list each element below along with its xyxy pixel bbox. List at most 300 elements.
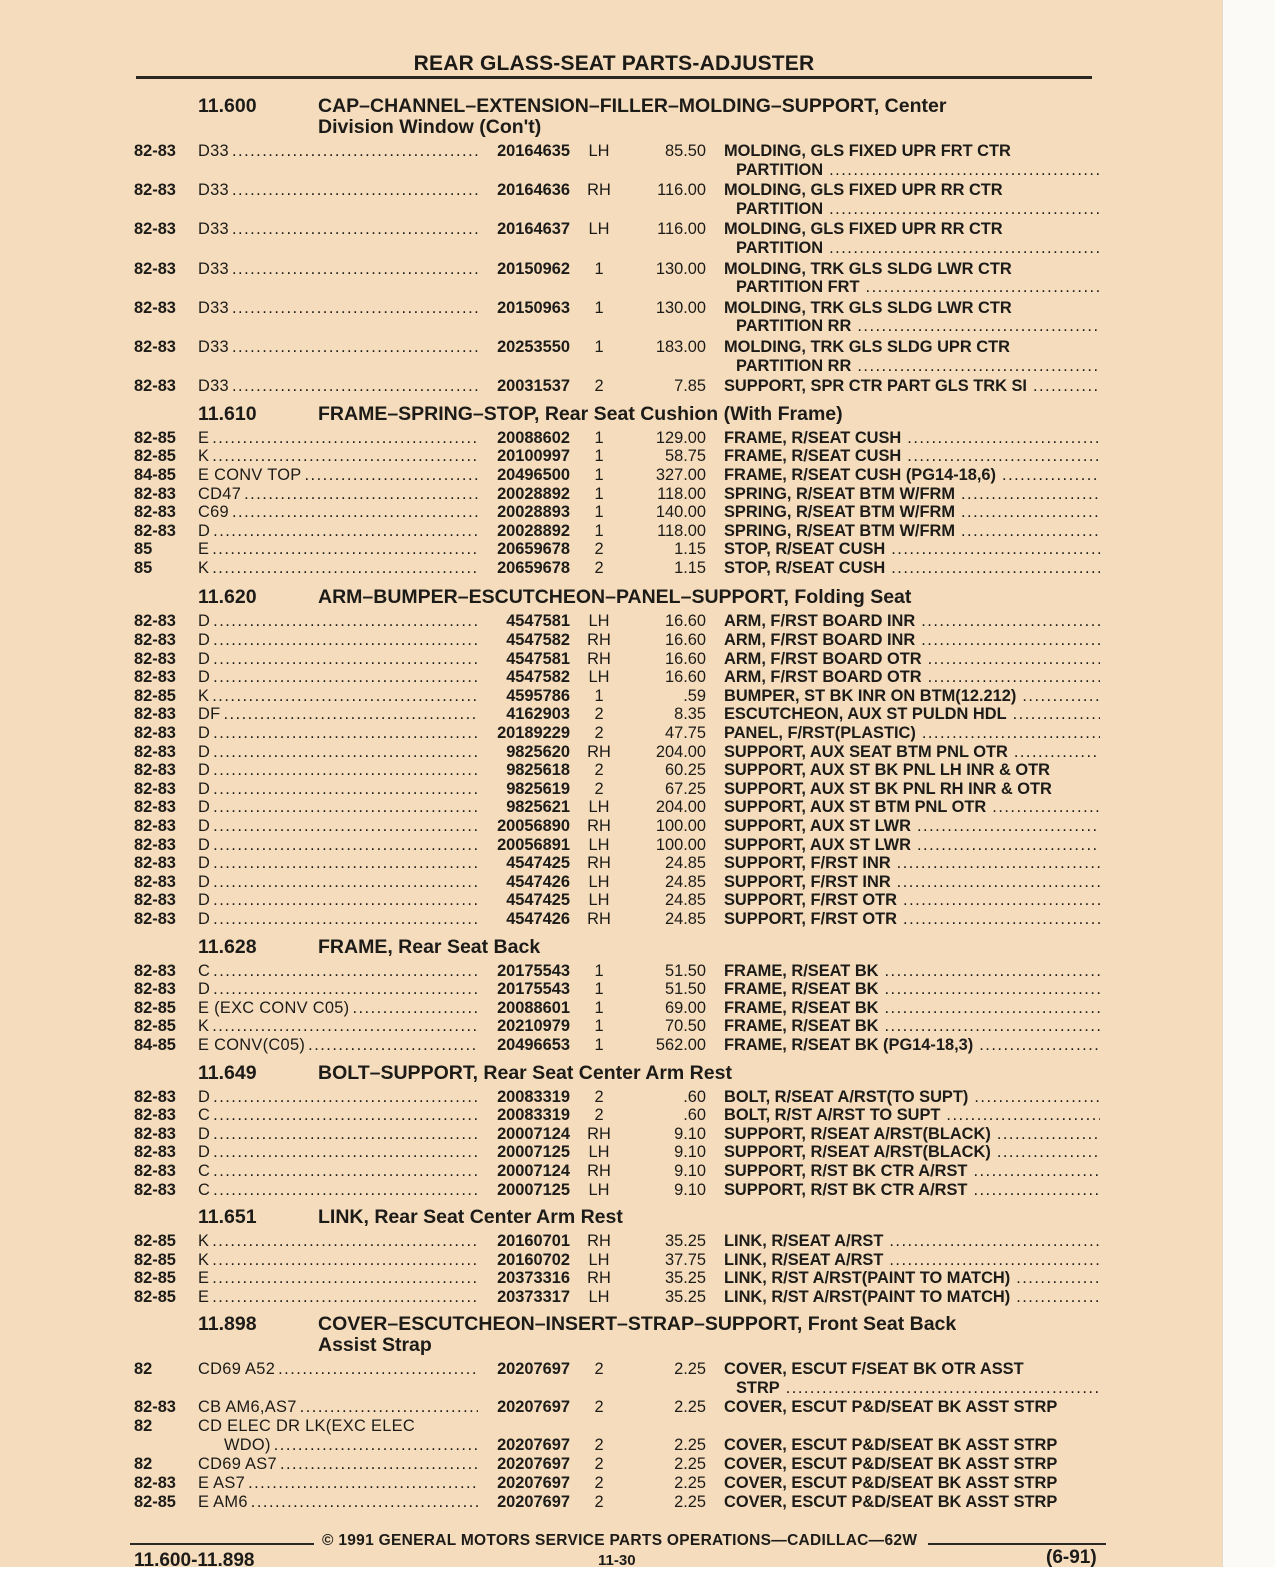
group-heading bbox=[134, 404, 1100, 425]
part-number: 4547426 bbox=[506, 872, 570, 891]
leader-dots bbox=[210, 873, 478, 892]
part-row bbox=[134, 705, 1100, 724]
part-row bbox=[134, 687, 1100, 706]
description-line bbox=[724, 854, 1100, 873]
description-text: BOLT, R/ST A/RST TO SUPT bbox=[724, 1106, 941, 1125]
model-years: 82-83 bbox=[134, 612, 176, 631]
quantity: RH bbox=[587, 649, 611, 668]
description-text: LINK, R/SEAT A/RST bbox=[724, 1250, 884, 1269]
table-row bbox=[134, 485, 1100, 504]
part-row bbox=[134, 338, 1100, 375]
part-number: 20056890 bbox=[497, 817, 570, 835]
price: 130.00 bbox=[655, 259, 706, 278]
description-text: SUPPORT, R/SEAT A/RST(BLACK) bbox=[724, 1124, 991, 1143]
group-heading bbox=[134, 1314, 1100, 1356]
description-text: FRAME, R/SEAT BK bbox=[724, 1017, 879, 1036]
part-number: 20175543 bbox=[497, 961, 570, 980]
description bbox=[706, 559, 1100, 578]
model-years: 82-83 bbox=[134, 1398, 176, 1417]
leader-dots bbox=[210, 1162, 478, 1181]
description-line-continued bbox=[724, 278, 1100, 297]
quantity: LH bbox=[588, 1250, 610, 1269]
leader-dots bbox=[891, 873, 1100, 892]
group-title-continued: Division Window (Con't) bbox=[318, 116, 542, 138]
table-row bbox=[134, 522, 1100, 541]
description-line bbox=[724, 181, 1100, 200]
table-row bbox=[134, 1106, 1100, 1125]
group-title-block bbox=[318, 96, 1100, 138]
model-code: D bbox=[198, 612, 211, 631]
model-code: C bbox=[198, 961, 211, 980]
model-cell bbox=[198, 724, 478, 743]
description-line bbox=[724, 1436, 1100, 1455]
table-row bbox=[134, 1162, 1100, 1181]
quantity: 1 bbox=[594, 298, 604, 317]
model-code: E AM6 bbox=[198, 1493, 248, 1512]
part-number: 20207697 bbox=[497, 1360, 570, 1379]
quantity: 1 bbox=[594, 1017, 604, 1036]
description-line bbox=[724, 466, 1100, 485]
table-row bbox=[134, 612, 1100, 631]
leader-dots bbox=[955, 485, 1100, 504]
quantity bbox=[570, 1417, 628, 1436]
table-row bbox=[134, 891, 1100, 910]
model-years: 84-85 bbox=[134, 465, 176, 484]
model-code: D bbox=[198, 980, 211, 999]
quantity: RH bbox=[587, 817, 611, 835]
price: 69.00 bbox=[664, 998, 706, 1017]
part-row bbox=[134, 999, 1100, 1018]
model-years: 82-83 bbox=[134, 1180, 176, 1199]
quantity: LH bbox=[588, 668, 610, 687]
model-years: 82-83 bbox=[134, 1143, 176, 1162]
description-line bbox=[724, 220, 1100, 239]
group-number: 11.600 bbox=[198, 95, 257, 117]
description-line bbox=[724, 1181, 1100, 1200]
group-number: 11.620 bbox=[198, 586, 257, 609]
part-row bbox=[134, 1398, 1100, 1417]
table-row bbox=[134, 1398, 1100, 1417]
price: 9.10 bbox=[674, 1180, 706, 1199]
model-years: 82-83 bbox=[134, 1161, 176, 1180]
description bbox=[706, 798, 1100, 817]
description-line bbox=[724, 631, 1100, 650]
description bbox=[706, 1162, 1100, 1181]
price: 2.25 bbox=[674, 1474, 706, 1493]
description-line bbox=[724, 1288, 1100, 1307]
model-years: 85 bbox=[134, 558, 153, 577]
part-row bbox=[134, 650, 1100, 669]
model-code: CD69 A52 bbox=[198, 1360, 276, 1379]
description bbox=[706, 466, 1100, 485]
model-years: 82-85 bbox=[134, 1269, 176, 1288]
model-cell bbox=[198, 1181, 478, 1200]
leader-dots bbox=[210, 962, 478, 981]
model-code: C bbox=[198, 1161, 211, 1180]
model-cell bbox=[198, 1125, 478, 1144]
table-row bbox=[134, 181, 1100, 218]
leader-dots bbox=[209, 1288, 478, 1307]
leader-dots bbox=[229, 220, 478, 257]
table-row bbox=[134, 817, 1100, 836]
description-text: COVER, ESCUT F/SEAT BK OTR ASST bbox=[724, 1360, 1024, 1379]
price: 140.00 bbox=[655, 503, 706, 522]
table-row bbox=[134, 1269, 1100, 1288]
description bbox=[706, 1088, 1100, 1107]
model-cell bbox=[198, 220, 478, 257]
description-line bbox=[724, 1493, 1100, 1512]
part-number: 20100997 bbox=[497, 447, 570, 466]
description-text: SUPPORT, R/ST BK CTR A/RST bbox=[724, 1161, 968, 1180]
leader-dots bbox=[916, 724, 1100, 743]
table-row bbox=[134, 798, 1100, 817]
leader-dots bbox=[229, 299, 478, 336]
description-text: LINK, R/SEAT A/RST bbox=[724, 1232, 884, 1251]
part-number bbox=[478, 1417, 570, 1436]
model-years: 82-83 bbox=[134, 503, 176, 522]
model-cell bbox=[198, 1398, 478, 1417]
leader-dots bbox=[879, 999, 1101, 1018]
parts-group bbox=[134, 96, 1100, 396]
price: 47.75 bbox=[664, 724, 706, 743]
model-code: D bbox=[198, 779, 211, 798]
leader-dots bbox=[229, 181, 478, 218]
description-line bbox=[724, 142, 1100, 161]
part-row bbox=[134, 1181, 1100, 1200]
leader-dots bbox=[210, 836, 478, 855]
table-row bbox=[134, 1017, 1100, 1036]
description-line bbox=[724, 724, 1100, 743]
description bbox=[706, 612, 1100, 631]
footer-rule-left bbox=[130, 1543, 314, 1545]
group-title: FRAME, Rear Seat Back bbox=[318, 935, 541, 958]
description bbox=[706, 631, 1100, 650]
model-cell bbox=[198, 854, 478, 873]
model-cell bbox=[198, 377, 478, 396]
price: 16.60 bbox=[664, 668, 706, 687]
leader-dots bbox=[210, 612, 478, 631]
table-row bbox=[134, 299, 1100, 336]
price: 116.00 bbox=[657, 220, 706, 239]
description-line bbox=[724, 836, 1100, 855]
description bbox=[706, 1232, 1100, 1251]
leader-dots bbox=[879, 1017, 1101, 1036]
model-cell bbox=[198, 540, 478, 559]
part-row bbox=[134, 299, 1100, 336]
model-years: 82-83 bbox=[134, 724, 176, 743]
model-years: 82-83 bbox=[134, 980, 176, 999]
leader-dots bbox=[210, 650, 478, 669]
description-text: MOLDING, GLS FIXED UPR RR CTR bbox=[724, 220, 1003, 239]
description-text: SUPPORT, AUX SEAT BTM PNL OTR bbox=[724, 742, 1008, 761]
model-years: 82 bbox=[134, 1360, 153, 1379]
leader-dots bbox=[209, 540, 478, 559]
leader-dots bbox=[210, 1143, 478, 1162]
model-cell bbox=[198, 1251, 478, 1270]
part-row bbox=[134, 429, 1100, 448]
part-row bbox=[134, 1232, 1100, 1251]
description-line bbox=[724, 485, 1100, 504]
part-row bbox=[134, 631, 1100, 650]
leader-dots bbox=[305, 1036, 478, 1055]
leader-dots bbox=[210, 891, 478, 910]
model-cell bbox=[198, 260, 478, 297]
model-years: 85 bbox=[134, 540, 153, 559]
description-line-continued bbox=[724, 200, 1100, 219]
price: .59 bbox=[683, 686, 706, 705]
part-number: 20007125 bbox=[497, 1180, 570, 1199]
description-line-continued bbox=[724, 317, 1100, 336]
leader-dots bbox=[210, 1125, 478, 1144]
description bbox=[706, 447, 1100, 466]
model-years: 82-85 bbox=[134, 447, 176, 466]
description-text: FRAME, R/SEAT BK (PG14-18,3) bbox=[724, 1035, 974, 1054]
footer-group-range: 11.600-11.898 bbox=[134, 1550, 255, 1571]
model-cell bbox=[198, 1106, 478, 1125]
leader-dots bbox=[277, 1455, 478, 1474]
description-line bbox=[724, 559, 1100, 578]
description bbox=[706, 503, 1100, 522]
price: 24.85 bbox=[664, 854, 706, 873]
part-number: 20496500 bbox=[497, 465, 570, 484]
description bbox=[706, 910, 1100, 929]
leader-dots bbox=[210, 910, 478, 929]
price: 204.00 bbox=[655, 798, 706, 817]
model-years: 82-83 bbox=[134, 259, 176, 278]
group-title: COVER–ESCUTCHEON–INSERT–STRAP–SUPPORT, Front Seat Back bbox=[318, 1313, 957, 1336]
price: 100.00 bbox=[655, 817, 706, 835]
model-cell bbox=[198, 485, 478, 504]
description-text: ARM, F/RST BOARD OTR bbox=[724, 649, 922, 668]
model-years: 82-83 bbox=[134, 1087, 176, 1106]
price: 327.00 bbox=[655, 465, 706, 484]
group-number: 11.651 bbox=[198, 1206, 257, 1229]
leader-dots bbox=[885, 540, 1100, 559]
part-number: 9825621 bbox=[506, 798, 570, 817]
table-row bbox=[134, 910, 1100, 929]
table-row bbox=[134, 466, 1100, 485]
model-years: 82-85 bbox=[134, 686, 176, 705]
description-text: MOLDING, TRK GLS SLDG LWR CTR bbox=[724, 259, 1012, 278]
price: 24.85 bbox=[664, 891, 706, 910]
description-line bbox=[724, 1360, 1100, 1379]
model-code: CD ELEC DR LK(EXC ELEC bbox=[198, 1417, 416, 1436]
description bbox=[706, 668, 1100, 687]
price: 183.00 bbox=[655, 337, 706, 356]
leader-dots bbox=[1008, 743, 1100, 762]
model-cell bbox=[198, 836, 478, 855]
model-years: 82-83 bbox=[134, 142, 176, 160]
part-row bbox=[134, 1360, 1100, 1397]
description-text: COVER, ESCUT P&D/SEAT BK ASST STRP bbox=[724, 1435, 1058, 1454]
part-row bbox=[134, 1143, 1100, 1162]
part-row bbox=[134, 854, 1100, 873]
page-title: REAR GLASS-SEAT PARTS-ADJUSTER bbox=[413, 52, 815, 75]
model-code: D bbox=[198, 649, 211, 668]
leader-dots bbox=[879, 980, 1101, 999]
table-row bbox=[134, 220, 1100, 257]
description-text-continued: PARTITION RR bbox=[736, 356, 852, 375]
quantity: LH bbox=[588, 612, 610, 631]
part-row bbox=[134, 522, 1100, 541]
description bbox=[706, 724, 1100, 743]
description-line bbox=[724, 687, 1100, 706]
description bbox=[706, 836, 1100, 855]
model-code: D bbox=[198, 891, 211, 910]
leader-dots bbox=[210, 1088, 478, 1107]
group-heading bbox=[134, 96, 1100, 138]
description-text: FRAME, R/SEAT BK bbox=[724, 961, 879, 980]
table-row bbox=[134, 873, 1100, 892]
model-years: 82-85 bbox=[134, 1232, 176, 1251]
model-cell bbox=[198, 668, 478, 687]
description bbox=[706, 220, 1100, 257]
model-years: 84-85 bbox=[134, 1035, 176, 1054]
price: 2.25 bbox=[674, 1398, 706, 1417]
description-line bbox=[724, 873, 1100, 892]
parts-group bbox=[134, 1207, 1100, 1306]
model-years: 82-83 bbox=[134, 1124, 176, 1143]
leader-dots bbox=[210, 780, 478, 799]
price: 2.25 bbox=[674, 1454, 706, 1473]
description-text: FRAME, R/SEAT CUSH bbox=[724, 447, 902, 466]
description-text: ARM, F/RST BOARD OTR bbox=[724, 668, 922, 687]
part-row bbox=[134, 142, 1100, 179]
model-cell bbox=[198, 1455, 478, 1474]
leader-dots bbox=[210, 743, 478, 762]
description-line bbox=[724, 798, 1100, 817]
description bbox=[706, 1493, 1100, 1512]
footer-date: (6-91) bbox=[1046, 1547, 1097, 1568]
quantity: 1 bbox=[594, 465, 604, 484]
group-title-block bbox=[318, 1063, 1100, 1084]
leader-dots bbox=[996, 466, 1100, 485]
table-row bbox=[134, 743, 1100, 762]
model-years: 82-83 bbox=[134, 854, 176, 873]
leader-dots bbox=[220, 705, 478, 724]
model-cell bbox=[198, 798, 478, 817]
part-row bbox=[134, 1455, 1100, 1474]
part-number: 4547581 bbox=[506, 649, 570, 668]
part-row bbox=[134, 485, 1100, 504]
leader-dots bbox=[922, 650, 1100, 669]
table-row bbox=[134, 429, 1100, 448]
description-line bbox=[724, 891, 1100, 910]
part-number: 4162903 bbox=[506, 705, 570, 724]
leader-dots bbox=[901, 447, 1100, 466]
model-years: 82-83 bbox=[134, 705, 176, 724]
part-number: 20028892 bbox=[497, 521, 570, 540]
description-line bbox=[724, 1162, 1100, 1181]
parts-group bbox=[134, 404, 1100, 578]
leader-dots bbox=[915, 612, 1100, 631]
description bbox=[706, 780, 1100, 799]
description-text: ESCUTCHEON, AUX ST PULDN HDL bbox=[724, 705, 1007, 724]
description bbox=[706, 1436, 1100, 1455]
description bbox=[706, 1455, 1100, 1474]
model-years: 82-83 bbox=[134, 961, 176, 980]
model-years: 82 bbox=[134, 1454, 153, 1473]
leader-dots bbox=[209, 559, 478, 578]
description-text: SUPPORT, AUX ST BK PNL LH INR & OTR bbox=[724, 761, 1051, 780]
model-cell bbox=[198, 650, 478, 669]
description-text: SPRING, R/SEAT BTM W/FRM bbox=[724, 503, 955, 522]
model-cell bbox=[198, 1288, 478, 1307]
price: 60.25 bbox=[664, 761, 706, 780]
part-row bbox=[134, 668, 1100, 687]
model-years: 82-83 bbox=[134, 742, 176, 761]
leader-dots bbox=[823, 239, 1100, 258]
model-code: E bbox=[198, 1287, 210, 1306]
model-cell bbox=[198, 817, 478, 836]
model-code: D33 bbox=[198, 298, 229, 317]
model-years: 82-83 bbox=[134, 872, 176, 891]
price: 16.60 bbox=[664, 649, 706, 668]
part-row bbox=[134, 980, 1100, 999]
title-rule bbox=[136, 76, 1092, 79]
description bbox=[706, 181, 1100, 218]
table-row bbox=[134, 260, 1100, 297]
part-row bbox=[134, 761, 1100, 780]
description-text: COVER, ESCUT P&D/SEAT BK ASST STRP bbox=[724, 1398, 1058, 1417]
group-heading bbox=[134, 1063, 1100, 1084]
quantity: 2 bbox=[594, 540, 604, 559]
model-cell bbox=[198, 429, 478, 448]
part-number: 20007125 bbox=[497, 1143, 570, 1162]
description bbox=[706, 1269, 1100, 1288]
description bbox=[706, 1106, 1100, 1125]
part-number: 20031537 bbox=[497, 377, 570, 396]
quantity: 1 bbox=[594, 484, 604, 503]
part-row bbox=[134, 181, 1100, 218]
model-code: K bbox=[198, 1017, 210, 1036]
quantity: 2 bbox=[594, 1474, 604, 1493]
leader-dots bbox=[922, 668, 1100, 687]
part-row bbox=[134, 260, 1100, 297]
part-number: 20164637 bbox=[497, 220, 570, 239]
quantity: 2 bbox=[594, 761, 604, 780]
leader-dots bbox=[1016, 687, 1100, 706]
table-row bbox=[134, 1474, 1100, 1493]
model-code: D bbox=[198, 742, 211, 761]
price: 16.60 bbox=[664, 631, 706, 650]
quantity: LH bbox=[588, 798, 610, 817]
price: 100.00 bbox=[655, 835, 706, 854]
description-line bbox=[724, 503, 1100, 522]
part-number: 20088602 bbox=[497, 428, 570, 447]
description-text-continued: PARTITION bbox=[736, 160, 824, 179]
description bbox=[706, 1181, 1100, 1200]
price: 204.00 bbox=[655, 742, 706, 761]
group-title-continued: Assist Strap bbox=[318, 1334, 432, 1357]
part-row bbox=[134, 1474, 1100, 1493]
model-cell bbox=[198, 705, 478, 724]
leader-dots bbox=[248, 1493, 478, 1512]
table-row bbox=[134, 854, 1100, 873]
leader-dots bbox=[210, 724, 478, 743]
quantity: 1 bbox=[594, 259, 604, 278]
description bbox=[706, 650, 1100, 669]
description-line bbox=[724, 1106, 1100, 1125]
model-cell bbox=[198, 687, 478, 706]
part-number: 20083319 bbox=[497, 1106, 570, 1125]
description bbox=[706, 377, 1100, 396]
description-text: MOLDING, TRK GLS SLDG UPR CTR bbox=[724, 337, 1010, 356]
group-heading bbox=[134, 937, 1100, 958]
model-years-blank bbox=[134, 1436, 198, 1455]
description-text-continued: PARTITION FRT bbox=[736, 278, 860, 297]
table-row bbox=[134, 687, 1100, 706]
